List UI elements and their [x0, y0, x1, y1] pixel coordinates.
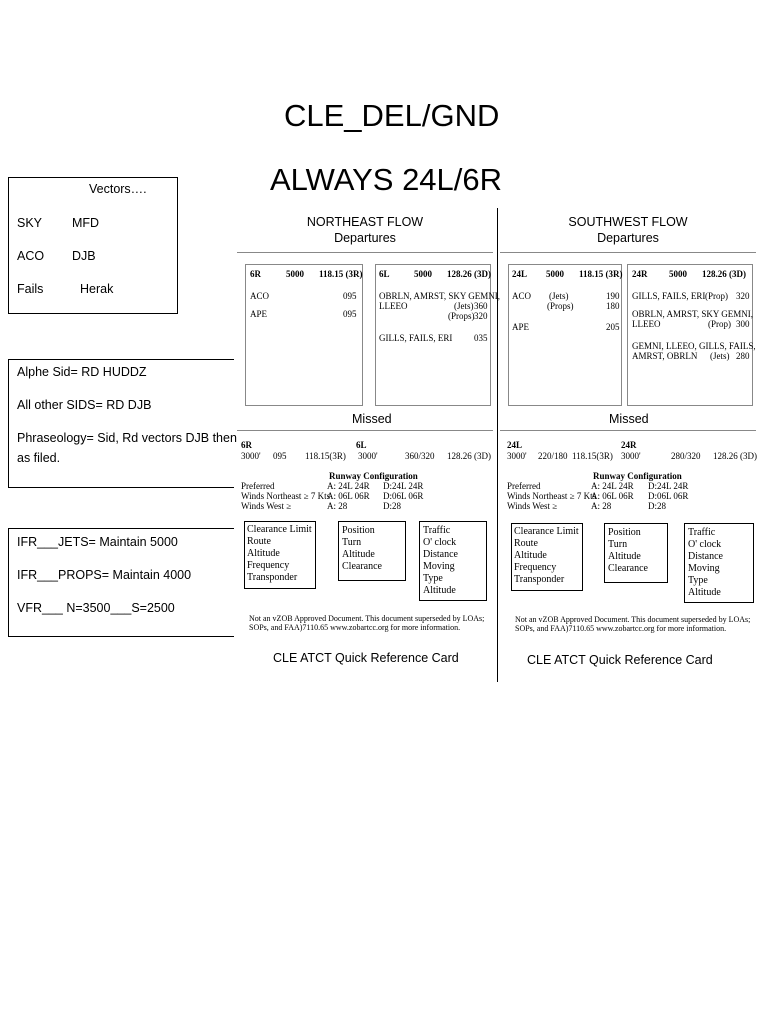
- runway: 24R: [632, 269, 648, 279]
- list-item: Route: [514, 538, 538, 549]
- clearance-list-box: [511, 523, 583, 591]
- type: (Jets): [549, 291, 569, 301]
- rc-arrival: A: 24L 24R: [327, 481, 370, 491]
- frequency: 118.15 (3R): [579, 269, 623, 279]
- disclaimer-line-2: SOPs, and FAA)7110.65 www.zobartcc.org for more information.: [515, 624, 727, 633]
- altitude: 5000: [669, 269, 687, 279]
- card-title: CLE ATCT Quick Reference Card: [527, 653, 713, 667]
- runway-config-title: Runway Configuration: [593, 471, 682, 481]
- fix: APE: [250, 309, 268, 319]
- runway-config-title: Runway Configuration: [329, 471, 418, 481]
- heading: 180: [606, 301, 620, 311]
- card-title: CLE ATCT Quick Reference Card: [273, 651, 459, 665]
- missed-runway: 6R: [241, 440, 252, 450]
- rc-arrival: A: 28: [591, 501, 612, 511]
- list-item: Altitude: [342, 549, 375, 560]
- heading: 035: [474, 333, 488, 343]
- position-list-box: [338, 521, 406, 581]
- southwest-card: [500, 208, 756, 678]
- list-item: Position: [608, 527, 641, 538]
- type: (Jets): [710, 351, 730, 361]
- dep-box-right: [627, 264, 756, 406]
- rc-arrival: A: 28: [327, 501, 348, 511]
- fix: OBRLN, AMRST, SKY GEMNI,: [379, 291, 501, 301]
- missed-value: 220/180: [538, 451, 568, 461]
- rc-arrival: A: 06L 06R: [327, 491, 370, 501]
- sids-line-1: Alphe Sid= RD HUDDZ: [17, 365, 147, 379]
- missed-rule: [237, 430, 493, 431]
- disclaimer-line-1: Not an vZOB Approved Document. This document superseded by LOAs;: [515, 615, 751, 624]
- heading: 095: [343, 291, 357, 301]
- fix: APE: [512, 322, 530, 332]
- missed-value: 118.15(3R): [305, 451, 346, 461]
- sids-line-3b: as filed.: [17, 451, 61, 465]
- runway: 6R: [250, 269, 261, 279]
- dep-box-right: [375, 264, 501, 406]
- flow-title: SOUTHWEST FLOW: [568, 215, 688, 229]
- disclaimer-line-1: Not an vZOB Approved Document. This document superseded by LOAs;: [249, 614, 485, 623]
- northeast-card: [237, 208, 501, 678]
- header-rule: [500, 252, 756, 253]
- altitude: 5000: [286, 269, 304, 279]
- rc-label: Winds Northeast ≥ 7 Kts: [507, 491, 597, 501]
- sids-line-2: All other SIDS= RD DJB: [17, 398, 152, 412]
- runway: 24L: [512, 269, 528, 279]
- list-item: Type: [688, 575, 708, 586]
- altitudes-line-1: IFR___JETS= Maintain 5000: [17, 535, 178, 549]
- list-item: Position: [342, 525, 375, 536]
- missed-value: 3000': [621, 451, 641, 461]
- heading: 300: [736, 319, 750, 329]
- heading: 095: [343, 309, 357, 319]
- sids-box: [8, 359, 237, 488]
- list-item: Transponder: [514, 574, 565, 585]
- fix: ACO: [250, 291, 270, 301]
- type: (Prop): [708, 319, 731, 329]
- departures-label: Departures: [597, 231, 659, 245]
- list-item: Altitude: [514, 550, 547, 561]
- runway: 6L: [379, 269, 390, 279]
- fix: OBRLN, AMRST, SKY GEMNI,: [632, 309, 754, 319]
- list-item: Altitude: [247, 548, 280, 559]
- vectors-row-2-left: ACO: [17, 249, 45, 263]
- heading: 190: [606, 291, 620, 301]
- vectors-row-3-right: Herak: [80, 282, 114, 296]
- fix: GILLS, FAILS, ERI: [632, 291, 706, 301]
- dep-box-left: [245, 264, 363, 406]
- list-item: O' clock: [423, 537, 457, 548]
- heading: 280: [736, 351, 750, 361]
- list-item: Type: [423, 573, 443, 584]
- list-item: Moving: [423, 561, 455, 572]
- fix: GILLS, FAILS, ERI: [379, 333, 453, 343]
- altitudes-line-3: VFR___ N=3500___S=2500: [17, 601, 175, 615]
- missed-label: Missed: [609, 412, 649, 426]
- missed-value: 095: [273, 451, 287, 461]
- clearance-list-box: [244, 521, 316, 589]
- altitude: 5000: [414, 269, 432, 279]
- list-item: Turn: [342, 537, 362, 548]
- rc-label: Preferred: [241, 481, 275, 491]
- type: (Jets): [454, 301, 474, 311]
- list-item: Route: [247, 536, 271, 547]
- fix: LLEEO: [632, 319, 661, 329]
- rc-departure: D:06L 06R: [648, 491, 689, 501]
- type: (Props): [547, 301, 574, 311]
- list-item: Frequency: [514, 562, 557, 573]
- rc-arrival: A: 06L 06R: [591, 491, 634, 501]
- list-item: Clearance: [342, 561, 382, 572]
- rc-arrival: A: 24L 24R: [591, 481, 634, 491]
- missed-value: 128.26 (3D): [713, 451, 757, 461]
- frequency: 118.15 (3R): [319, 269, 363, 279]
- list-item: Altitude: [423, 585, 456, 596]
- list-item: Frequency: [247, 560, 290, 571]
- missed-runway: 6L: [356, 440, 367, 450]
- flow-title: NORTHEAST FLOW: [306, 215, 424, 229]
- departures-label: Departures: [334, 231, 396, 245]
- fix: LLEEO: [379, 301, 408, 311]
- fix: GEMNI, LLEEO, GILLS, FAILS,: [632, 341, 756, 351]
- missed-value: 360/320: [405, 451, 435, 461]
- missed-value: 3000': [358, 451, 378, 461]
- list-item: Altitude: [688, 587, 721, 598]
- list-item: Distance: [688, 551, 723, 562]
- vectors-row-1-right: MFD: [72, 216, 100, 230]
- rc-departure: D:28: [648, 501, 666, 511]
- vectors-row-1-left: SKY: [17, 216, 43, 230]
- missed-value: 280/320: [671, 451, 701, 461]
- heading: 320: [474, 311, 488, 321]
- disclaimer-line-2: SOPs, and FAA)7110.65 www.zobartcc.org for more information.: [249, 623, 461, 632]
- page-title: CLE_DEL/GND: [284, 98, 500, 133]
- missed-value: 3000': [241, 451, 261, 461]
- rc-label: Winds West ≥: [241, 501, 292, 511]
- vectors-row-3-left: Fails: [17, 282, 44, 296]
- header-rule: [237, 252, 493, 253]
- traffic-list-box: [684, 523, 754, 603]
- sids-line-3a: Phraseology= Sid, Rd vectors DJB then: [17, 431, 237, 445]
- heading: 205: [606, 322, 620, 332]
- vectors-header: Vectors….: [89, 182, 147, 196]
- rc-label: Winds Northeast ≥ 7 Kts: [241, 491, 331, 501]
- missed-label: Missed: [352, 412, 392, 426]
- rc-departure: D:06L 06R: [383, 491, 424, 501]
- missed-value: 118.15(3R): [572, 451, 613, 461]
- altitude: 5000: [546, 269, 564, 279]
- vectors-row-2-right: DJB: [72, 249, 96, 263]
- traffic-list-box: [419, 521, 487, 601]
- list-item: Clearance: [608, 563, 648, 574]
- missed-runway: 24R: [621, 440, 637, 450]
- card-divider: [497, 208, 498, 682]
- vectors-box: [8, 177, 178, 314]
- list-item: Clearance Limit: [514, 526, 579, 537]
- list-item: Transponder: [247, 572, 298, 583]
- rc-departure: D:24L 24R: [383, 481, 424, 491]
- list-item: Turn: [608, 539, 628, 550]
- page-subtitle: ALWAYS 24L/6R: [270, 162, 503, 197]
- list-item: Distance: [423, 549, 458, 560]
- heading: 320: [736, 291, 750, 301]
- list-item: Moving: [688, 563, 720, 574]
- frequency: 128.26 (3D): [447, 269, 491, 279]
- missed-rule: [500, 430, 756, 431]
- list-item: Traffic: [688, 527, 716, 538]
- heading: 360: [474, 301, 488, 311]
- missed-value: 3000': [507, 451, 527, 461]
- fix: ACO: [512, 291, 532, 301]
- fix: AMRST, OBRLN: [632, 351, 698, 361]
- list-item: Clearance Limit: [247, 524, 312, 535]
- rc-label: Preferred: [507, 481, 541, 491]
- altitudes-box: [8, 528, 234, 637]
- rc-label: Winds West ≥: [507, 501, 558, 511]
- type: (Prop): [705, 291, 728, 301]
- position-list-box: [604, 523, 668, 583]
- list-item: O' clock: [688, 539, 722, 550]
- dep-box-left: [508, 264, 622, 406]
- altitudes-line-2: IFR___PROPS= Maintain 4000: [17, 568, 192, 582]
- list-item: Altitude: [608, 551, 641, 562]
- list-item: Traffic: [423, 525, 451, 536]
- frequency: 128.26 (3D): [702, 269, 746, 279]
- rc-departure: D:24L 24R: [648, 481, 689, 491]
- missed-runway: 24L: [507, 440, 523, 450]
- rc-departure: D:28: [383, 501, 401, 511]
- missed-value: 128.26 (3D): [447, 451, 491, 461]
- type: (Props): [448, 311, 475, 321]
